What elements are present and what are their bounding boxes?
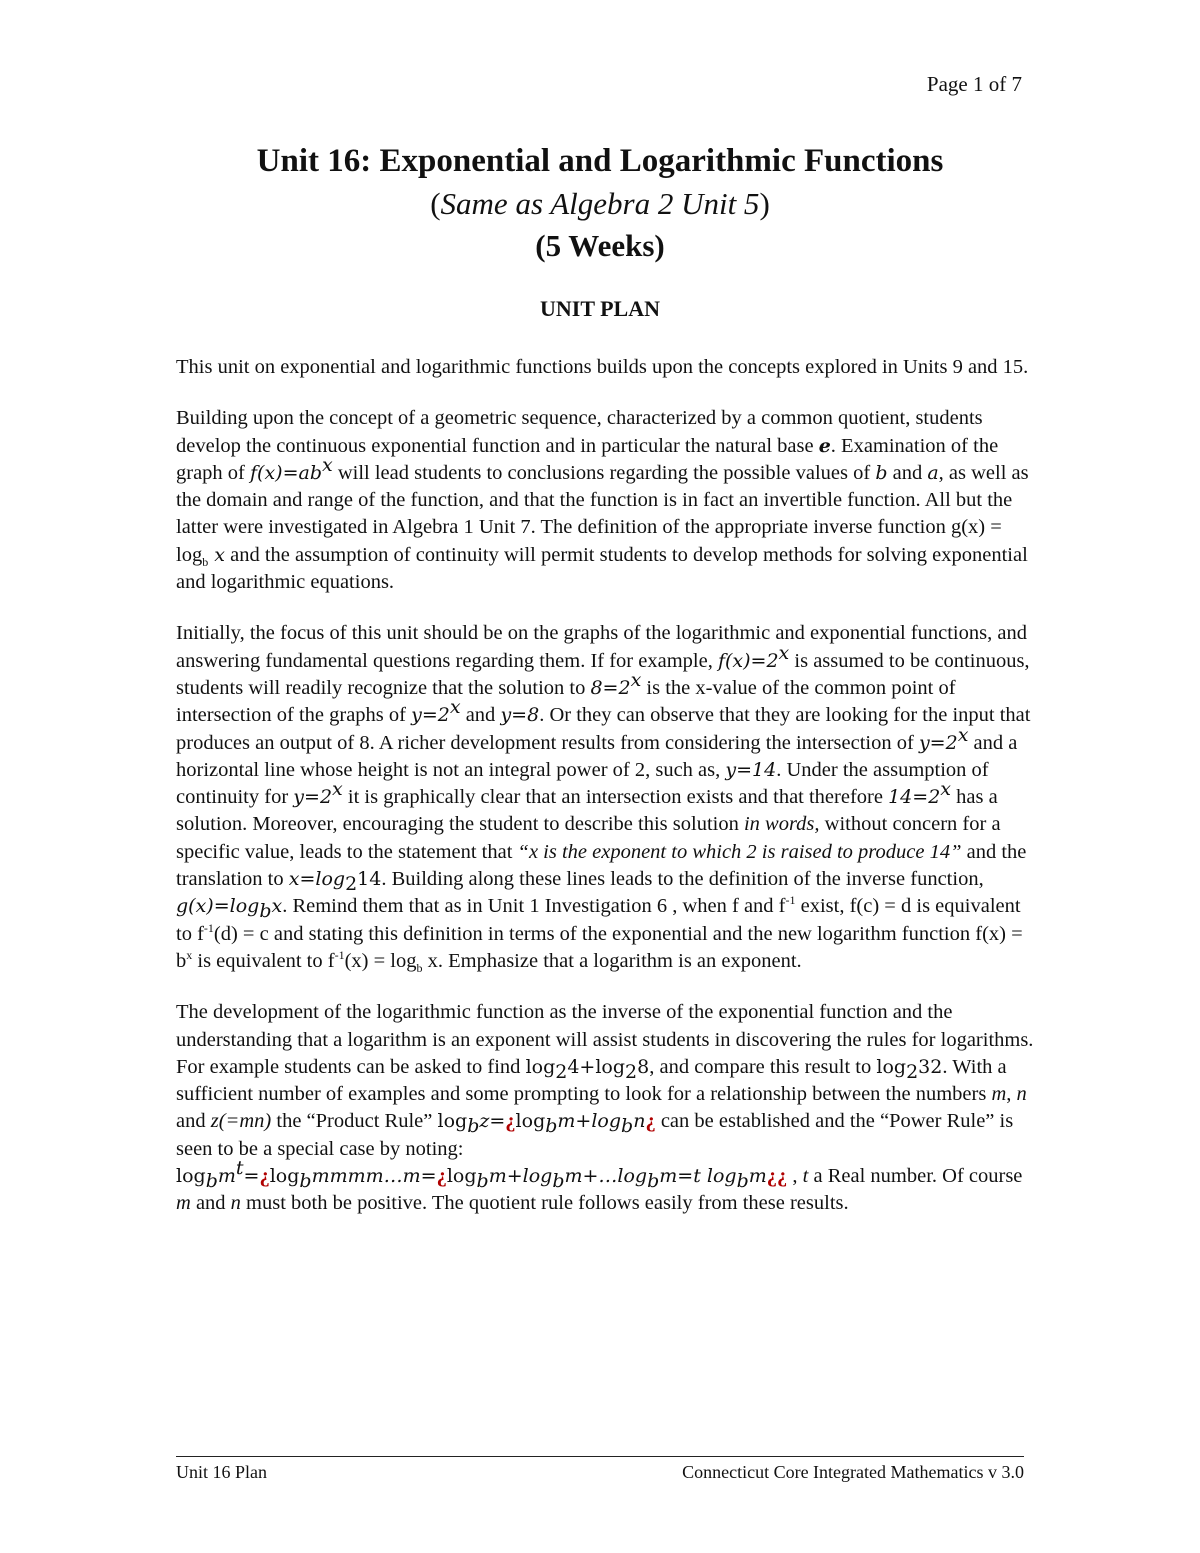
unit-subtitle: (Same as Algebra 2 Unit 5) [430, 186, 770, 221]
page-number: Page 1 of 7 [926, 72, 1022, 96]
paragraph-log-rules: The development of the logarithmic function as the inverse of the exponential function and the understanding that a logarithm is an exponent will assist students in discovering the rules for logarithms. For example students can be asked to find $\log_24+\log_28$, and compare this result to $\log_232$. With a sufficient number of examples and some prompting to look for a relationship between the numbers m, n and z(=mn) the “Product Rule” $\log_bz=¿\log_bm+\log_bn¿$ can be established and the “Power Rule” is seen to be a special case by noting: $\log_bm^t=¿\log_bmmmm\dots m=¿\log_bm+\log_bm+\dots\log_bm=t$ $\log_bm¿¿$ , t a Real number. Of course m and n must both be positive. The quotient rule follows easily from these results. [176, 1001, 1034, 1215]
paragraph-graphs: Initially, the focus of this unit should be on the graphs of the logarithmic and exponential functions, and answering fundamental questions regarding them. If for example, $f(x)=2^x$ is assumed to be continuous, students will readily recognize that the solution to $8=2^x$ is the x-value of the common point of intersection of the graphs of $y=2^x$ and y=8. Or they can observe that they are looking for the input that produces an output of 8. A richer development results from considering the intersection of $y=2^x$ and a horizontal line whose height is not an integral power of 2, such as, y=14. Under the assumption of continuity for $y=2^x$ it is graphically clear that an intersection exists and that therefore $14=2^x$ has a solution. Moreover, encouraging the student to describe this solution in words, without concern for a specific value, leads to the statement that “x is the exponent to which 2 is raised to produce 14” and the translation to $x=\log_214$. Building along these lines leads to the definition of the inverse function, $g(x)=\log_bx$. Remind them that as in Unit 1 Investigation 6 , when f and $f^{-1}$ exist, f(c) = d is equivalent to $f^{-1}(d) = c$ and stating this definition in terms of the exponential and the new logarithm function $f(x) = b^x$ is equivalent to $f^{-1}(x) = \log_b x$. Emphasize that a logarithm is an exponent. [176, 622, 1031, 976]
unit-title: Unit 16: Exponential and Logarithmic Functions [256, 143, 944, 179]
paragraph-exponential: Building upon the concept of a geometric sequence, characterized by a common quotient, students develop the continuous exponential function and in particular the natural base e. Examination of the graph of $f(x)=ab^x$ will lead students to conclusions regarding the possible values of b and a, as well as the domain and range of the function, and that the function is in fact an invertible function. All but the latter were investigated in Algebra 1 Unit 7. The definition of the appropriate inverse function $g(x) = \log_b x$ and the assumption of continuity will permit students to develop methods for solving exponential and logarithmic equations. [176, 407, 1029, 594]
paragraph-intro: This unit on exponential and logarithmic functions builds upon the concepts explored in Units 9 and 15. [176, 356, 1029, 378]
section-heading: UNIT PLAN [539, 296, 660, 321]
unit-duration: (5 Weeks) [535, 228, 665, 263]
title-block [0, 140, 1200, 267]
footer-right: Connecticut Core Integrated Mathematics v 3.0 [682, 1462, 1024, 1482]
footer-left: Unit 16 Plan [176, 1462, 268, 1482]
document-body [176, 354, 1036, 1242]
footer-divider [176, 1456, 1024, 1457]
